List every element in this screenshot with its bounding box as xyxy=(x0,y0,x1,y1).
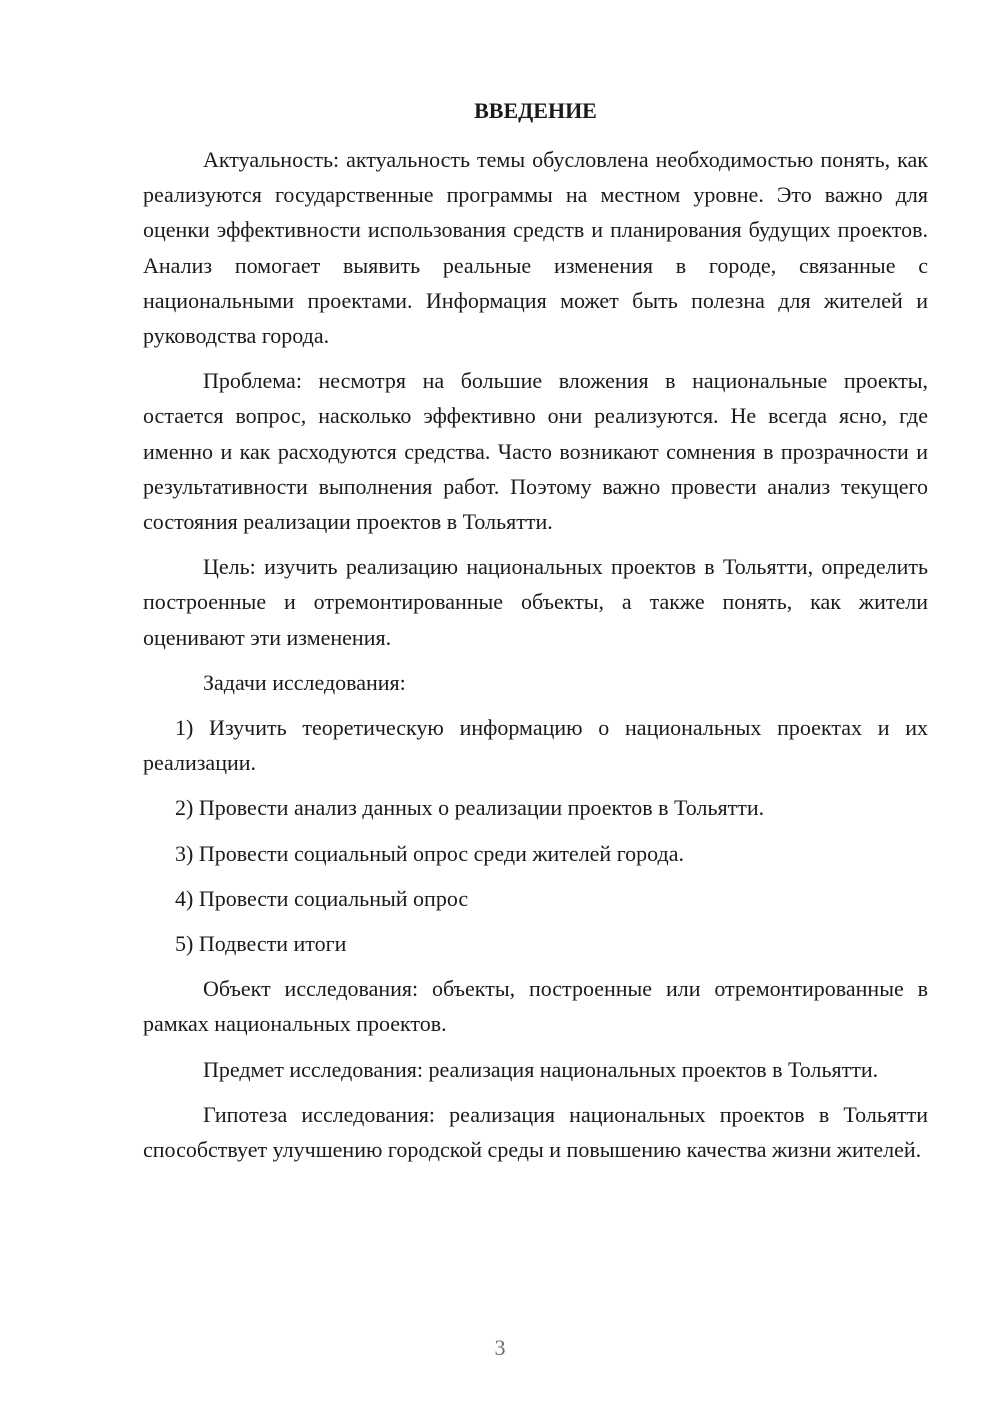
tasks-heading: Задачи исследования: xyxy=(203,669,406,695)
tasks-list xyxy=(143,710,928,961)
task-item-2: 2) Провести анализ данных о реализации проектов в Тольятти. xyxy=(175,795,765,821)
object-paragraph: Объект исследования: объекты, построенные или отремонтированные в рамках национальных проектов. xyxy=(143,976,928,1037)
subject-paragraph: Предмет исследования: реализация национальных проектов в Тольятти. xyxy=(203,1056,879,1082)
relevance-paragraph: Актуальность: актуальность темы обусловлена необходимостью понять, как реализуются государственные программы на местном уровне. Это важно для оценки эффективности использования средств и планирования будущих проектов. Анализ помогает выявить реальные изменения в городе, связанные с национальными проектами. Информация может быть полезна для жителей и руководства города. xyxy=(143,147,928,349)
problem-paragraph: Проблема: несмотря на большие вложения в национальные проекты, остается вопрос, насколько эффективно они реализуются. Не всегда ясно, где именно и как расходуются средства. Часто возникают сомнения в прозрачности и результативности выполнения работ. Поэтому важно провести анализ текущего состояния реализации проектов в Тольятти. xyxy=(143,368,928,535)
page-number: 3 xyxy=(494,1335,506,1360)
document-body xyxy=(143,142,928,1177)
task-item-5: 5) Подвести итоги xyxy=(175,931,347,957)
task-item-3: 3) Провести социальный опрос среди жителей города. xyxy=(175,840,685,866)
goal-paragraph: Цель: изучить реализацию национальных проектов в Тольятти, определить построенные и отремонтированные объекты, а также понять, как жители оценивают эти изменения. xyxy=(143,554,928,650)
task-item-4: 4) Провести социальный опрос xyxy=(175,885,469,911)
hypothesis-paragraph: Гипотеза исследования: реализация национальных проектов в Тольятти способствует улучшению городской среды и повышению качества жизни жителей. xyxy=(143,1101,928,1163)
task-item-1: 1) Изучить теоретическую информацию о национальных проектах и их реализации. xyxy=(143,715,928,776)
page-title: ВВЕДЕНИЕ xyxy=(474,98,597,123)
